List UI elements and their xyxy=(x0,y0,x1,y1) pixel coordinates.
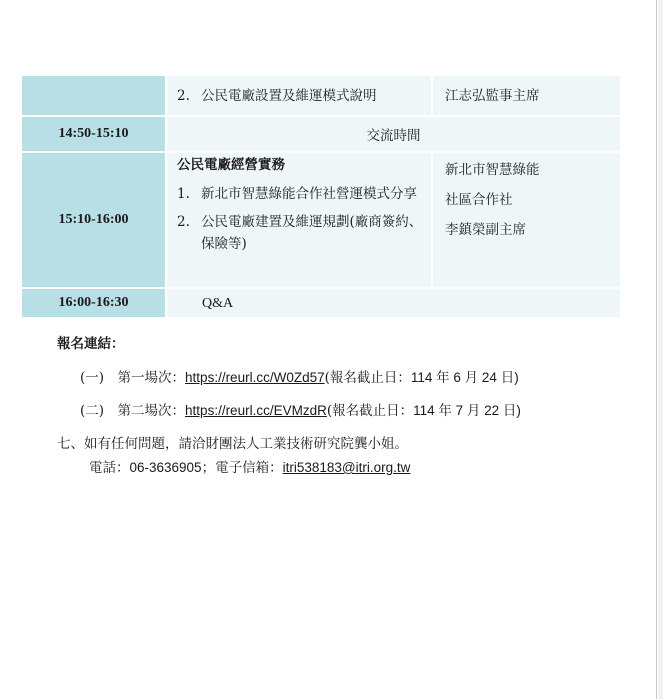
registration-link-2 xyxy=(80,399,521,419)
agenda-time-cell: 15:10-16:00 xyxy=(22,152,166,288)
agenda-table xyxy=(22,76,620,319)
page-edge-line xyxy=(656,0,657,699)
agenda-time-cell: 16:00-16:30 xyxy=(22,288,166,318)
agenda-row xyxy=(22,116,620,152)
agenda-item-number: 1. xyxy=(177,186,190,202)
deadline-prefix: (報名截止日： xyxy=(326,403,414,419)
registration-link-1 xyxy=(80,366,519,386)
agenda-speaker-cell xyxy=(432,76,620,116)
page-edge-shadow xyxy=(658,0,663,699)
session-label: (二) 第二場次： xyxy=(80,403,186,419)
registration-url-link[interactable]: https://reurl.cc/EVMzdR xyxy=(185,403,327,418)
session-label: (一) 第一場次： xyxy=(80,370,186,386)
agenda-item xyxy=(167,85,431,107)
contact-line xyxy=(89,456,410,476)
agenda-time-cell xyxy=(22,76,166,116)
agenda-item-number: 2. xyxy=(177,87,190,104)
agenda-item xyxy=(167,183,431,205)
speaker-org: 新北市智慧綠能 xyxy=(445,162,540,178)
registration-title: 報名連結： xyxy=(57,336,125,352)
qa-cell xyxy=(166,288,620,318)
email-label: ；電子信箱： xyxy=(201,460,283,476)
agenda-time-cell: 14:50-15:10 xyxy=(22,116,166,152)
speaker-name: 李鎮榮副主席 xyxy=(445,222,526,238)
agenda-row xyxy=(22,288,620,318)
deadline-date: 114 年 6 月 24 日) xyxy=(410,370,519,385)
phone-number: 06-3636905 xyxy=(129,460,202,475)
agenda-item-text: 新北市智慧綠能合作社營運模式分享 xyxy=(201,186,417,202)
email-link[interactable]: itri538183@itri.org.tw xyxy=(282,460,411,475)
exchange-time-cell: 交流時間 xyxy=(166,116,620,152)
speaker-org: 社區合作社 xyxy=(445,192,513,208)
phone-label: 電話： xyxy=(89,460,130,476)
agenda-item-text: 公民電廠建置及維運規劃(廠商簽約、保險等) xyxy=(201,214,423,252)
deadline-prefix: (報名截止日： xyxy=(324,370,411,386)
section-title: 公民電廠經營實務 xyxy=(177,157,285,173)
agenda-item xyxy=(167,211,431,255)
agenda-item-number: 2. xyxy=(177,214,190,230)
agenda-speaker-cell xyxy=(432,152,620,288)
question-line: 七、如有任何問題，請洽財團法人工業技術研究院龔小姐。 xyxy=(57,436,408,452)
agenda-topic-cell xyxy=(166,76,432,116)
speaker-name: 江志弘監事主席 xyxy=(445,87,540,104)
deadline-date: 114 年 7 月 22 日) xyxy=(413,403,521,418)
agenda-row xyxy=(22,76,620,116)
agenda-row xyxy=(22,152,620,288)
qa-label: Q&A xyxy=(202,295,234,311)
agenda-topic-cell xyxy=(166,152,432,288)
registration-url-link[interactable]: https://reurl.cc/W0Zd57 xyxy=(185,370,325,385)
agenda-item-text: 公民電廠設置及維運模式說明 xyxy=(201,87,377,104)
